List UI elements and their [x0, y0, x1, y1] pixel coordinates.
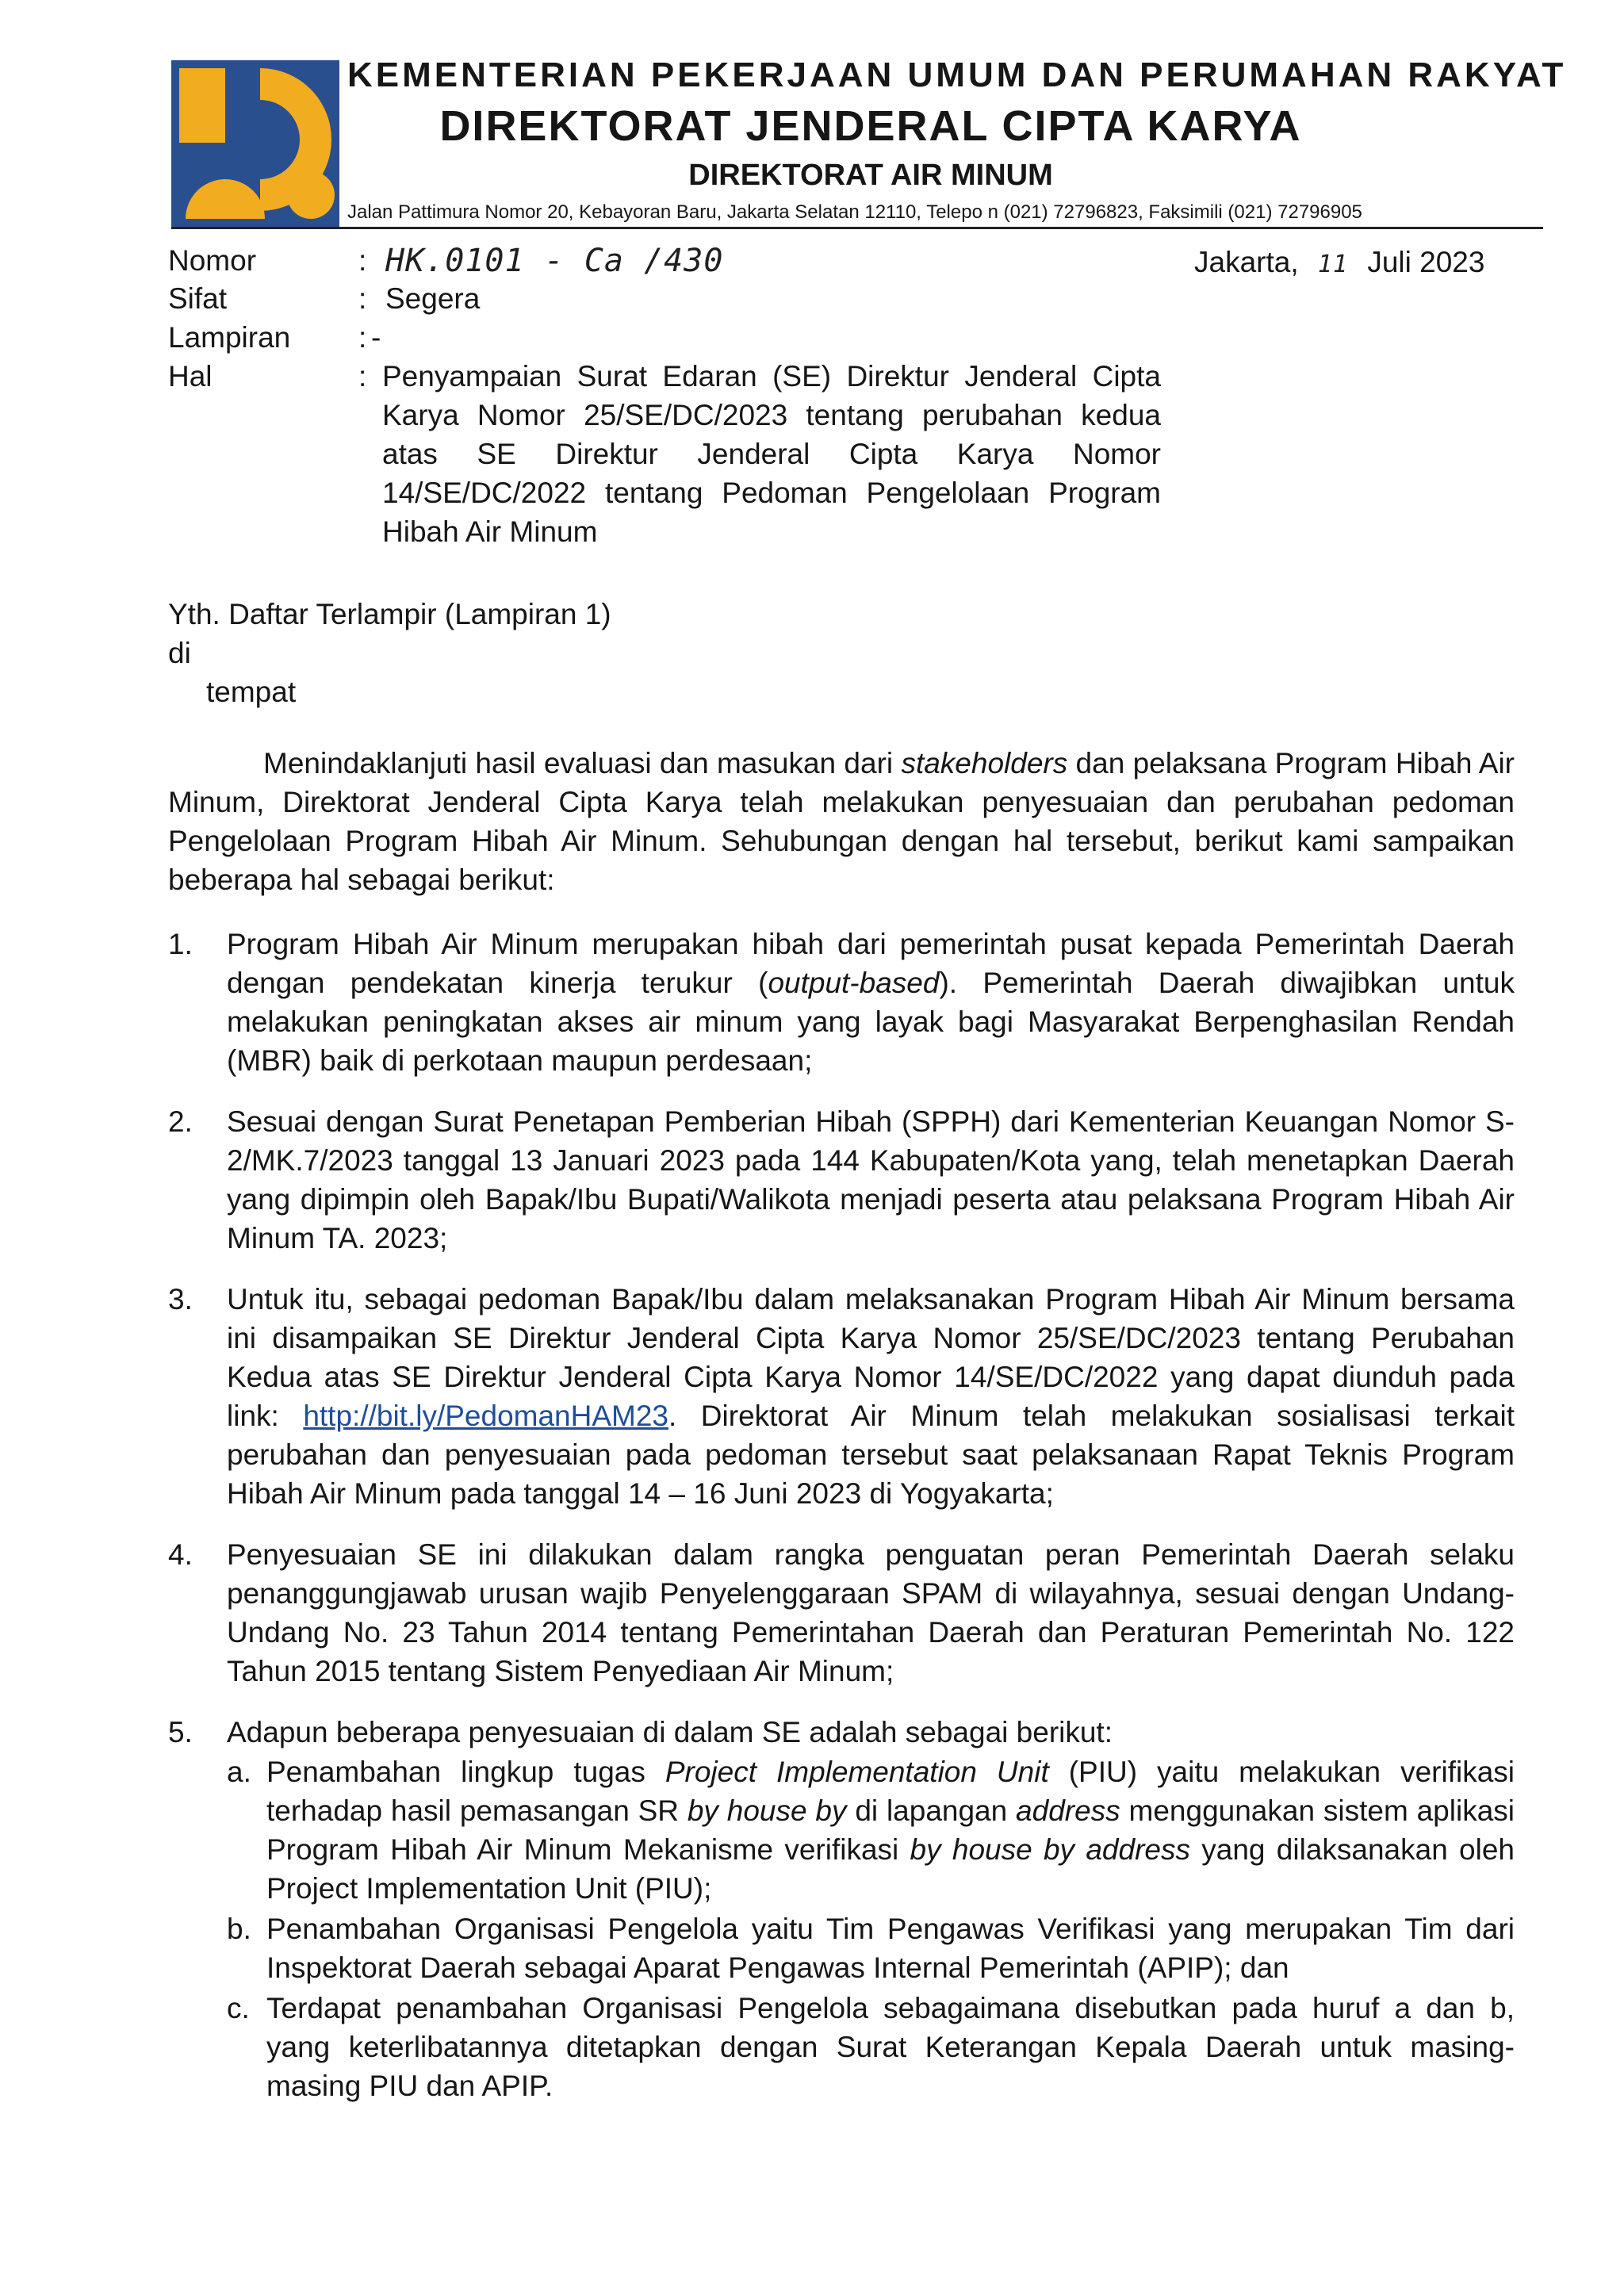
suba-italic-2: by house by [687, 1794, 847, 1827]
item1-text-start: Program Hibah Air Minum merupakan hibah dari pemerintah pusat kepada Pemerintah Daerah dengan pendekatan kinerja terukur ( [227, 928, 1515, 999]
intro-text-start: Menindaklanjuti hasil evaluasi dan masukan dari [263, 747, 902, 779]
list-item-text: Adapun beberapa penyesuaian di dalam SE adalah sebagai berikut: [227, 1716, 1113, 1748]
sifat-label: Sifat [168, 282, 228, 315]
hal-label: Hal [168, 360, 213, 393]
suba-text-5: yang dilaksanakan oleh Project Implementation Unit (PIU); [266, 1833, 1515, 1905]
hal-value: Penyampaian Surat Edaran (SE) Direktur Jenderal Cipta Karya Nomor 25/SE/DC/2023 tentang perubahan kedua atas SE Direktur Jenderal Cipta Karya Nomor 14/SE/DC/2022 tentang Pedoman Pengelolaan Program Hibah Air Minum [382, 360, 1161, 548]
nomor-value: HK.0101 - Ca /430 [385, 243, 724, 279]
list-item-text: Sesuai dengan Surat Penetapan Pemberian Hibah (SPPH) dari Kementerian Keuangan Nomor S-2/MK.7/2023 tanggal 13 Januari 2023 pada 144 Kabupaten/Kota yang, telah menetapkan Daerah yang dipimpin oleh Bapak/Ibu Bupati/Walikota menjadi peserta atau pelaksana Program Hibah Air Minum TA. 2023; [227, 1105, 1515, 1254]
list-item-number: 4. [168, 1538, 193, 1571]
list-item-text [227, 1280, 1515, 1513]
suba-text-2: (PIU) yaitu melakukan verifikasi terhadap hasil pemasangan SR [266, 1756, 1515, 1827]
list-item-text: Penyesuaian SE ini dilakukan dalam rangka penguatan peran Pemerintah Daerah selaku penanggungjawab urusan wajib Penyelenggaraan SPAM di wilayahnya, sesuai dengan Undang-Undang No. 23 Tahun 2014 tentang Pemerintahan Daerah dan Peraturan Pemerintah No. 122 Tahun 2015 tentang Sistem Penyediaan Air Minum; [227, 1538, 1515, 1687]
list-item-text [227, 925, 1515, 1080]
item3-text-start: Untuk itu, sebagai pedoman Bapak/Ibu dalam melaksanakan Program Hibah Air Minum bersama ini disampaikan SE Direktur Jenderal Cipta Karya Nomor 25/SE/DC/2023 tentang Perubahan Kedua atas SE Direktur Jenderal Cipta Karya Nomor 14/SE/DC/2022 yang dapat diunduh pada link: [227, 1283, 1515, 1432]
nomor-label: Nomor [168, 244, 257, 277]
lampiran-label: Lampiran [168, 321, 291, 354]
nomor-colon: : [358, 244, 367, 277]
recipient-line: Yth. Daftar Terlampir (Lampiran 1) [168, 598, 611, 630]
list-item-number: 2. [168, 1105, 193, 1138]
sub-item-text [266, 1752, 1515, 1908]
recipient-di: di [168, 637, 191, 669]
recipient-tempat: tempat [206, 676, 297, 708]
sub-item-text: Penambahan Organisasi Pengelola yaitu Tim Pengawas Verifikasi yang merupakan Tim dari Inspektorat Daerah sebagai Aparat Pengawas Internal Pemerintah (APIP); dan [266, 1913, 1515, 1984]
list-item-number: 5. [168, 1716, 193, 1748]
intro-italic: stakeholders [901, 747, 1068, 779]
intro-paragraph [168, 744, 1515, 899]
logo-yellow-bar [179, 68, 225, 143]
suba-text-1: Penambahan lingkup tugas [266, 1756, 665, 1788]
lampiran-colon: : [358, 321, 367, 354]
lampiran-value: - [371, 321, 381, 354]
sub-item-letter: b. [227, 1913, 251, 1945]
item1-italic: output-based [768, 967, 940, 999]
sifat-colon: : [358, 282, 367, 315]
intro-text-end: dan pelaksana Program Hibah Air Minum, Direktorat Jenderal Cipta Karya telah melakukan penyesuaian dan perubahan pedoman Pengelolaan Program Hibah Air Minum. Sehubungan dengan hal tersebut, berikut kami sampaikan beberapa hal sebagai berikut: [168, 747, 1515, 896]
ministry-name: KEMENTERIAN PEKERJAAN UMUM DAN PERUMAHAN RAKYAT [347, 56, 1567, 94]
date-place: Jakarta, [1194, 246, 1299, 278]
sub-item-text: Terdapat penambahan Organisasi Pengelola sebagaimana disebutkan pada huruf a dan b, yang keterlibatannya ditetapkan dengan Surat Keterangan Kepala Daerah untuk masing-masing PIU dan APIP. [266, 1992, 1515, 2102]
list-item-number: 3. [168, 1283, 193, 1316]
hal-colon: : [358, 360, 367, 393]
date-day: 11 [1317, 251, 1349, 278]
suba-italic-4: by house by address [910, 1833, 1190, 1866]
letterhead-address: Jalan Pattimura Nomor 20, Kebayoran Baru, Jakarta Selatan 12110, Telepo n (021) 72796823, Faksimili (021) 72796905 [347, 201, 1362, 223]
letter-date [1194, 243, 1484, 285]
list-item-number: 1. [168, 928, 193, 960]
directorate-name: DIREKTORAT AIR MINUM [688, 159, 1053, 192]
sub-item-letter: a. [227, 1756, 251, 1788]
item3-text-end: . Direktorat Air Minum telah melakukan sosialisasi terkait perubahan dan penyesuaian pada pedoman tersebut saat pelaksanaan Rapat Teknis Program Hibah Air Minum pada tanggal 14 – 16 Juni 2023 di Yogyakarta; [227, 1400, 1515, 1510]
directorate-general-name: DIREKTORAT JENDERAL CIPTA KARYA [439, 102, 1302, 150]
suba-italic-1: Project Implementation Unit [665, 1756, 1049, 1788]
pedoman-link[interactable]: http://bit.ly/PedomanHAM23 [303, 1400, 669, 1432]
logo-yellow-dot [287, 171, 335, 219]
suba-text-4: menggunakan sistem aplikasi Program Hibah Air Minum Mekanisme verifikasi [266, 1794, 1515, 1866]
item1-text-end: ). Pemerintah Daerah diwajibkan untuk melakukan peningkatan akses air minum yang layak bagi Masyarakat Berpenghasilan Rendah (MBR) baik di perkotaan maupun perdesaan; [227, 967, 1515, 1077]
sub-item-letter: c. [227, 1992, 250, 2024]
sifat-value: Segera [385, 282, 481, 315]
pupr-logo [171, 60, 339, 227]
suba-italic-3: address [1016, 1794, 1120, 1827]
suba-text-3: di lapangan [846, 1794, 1017, 1827]
letterhead-divider [171, 227, 1543, 229]
date-month-year: Juli 2023 [1367, 246, 1485, 278]
